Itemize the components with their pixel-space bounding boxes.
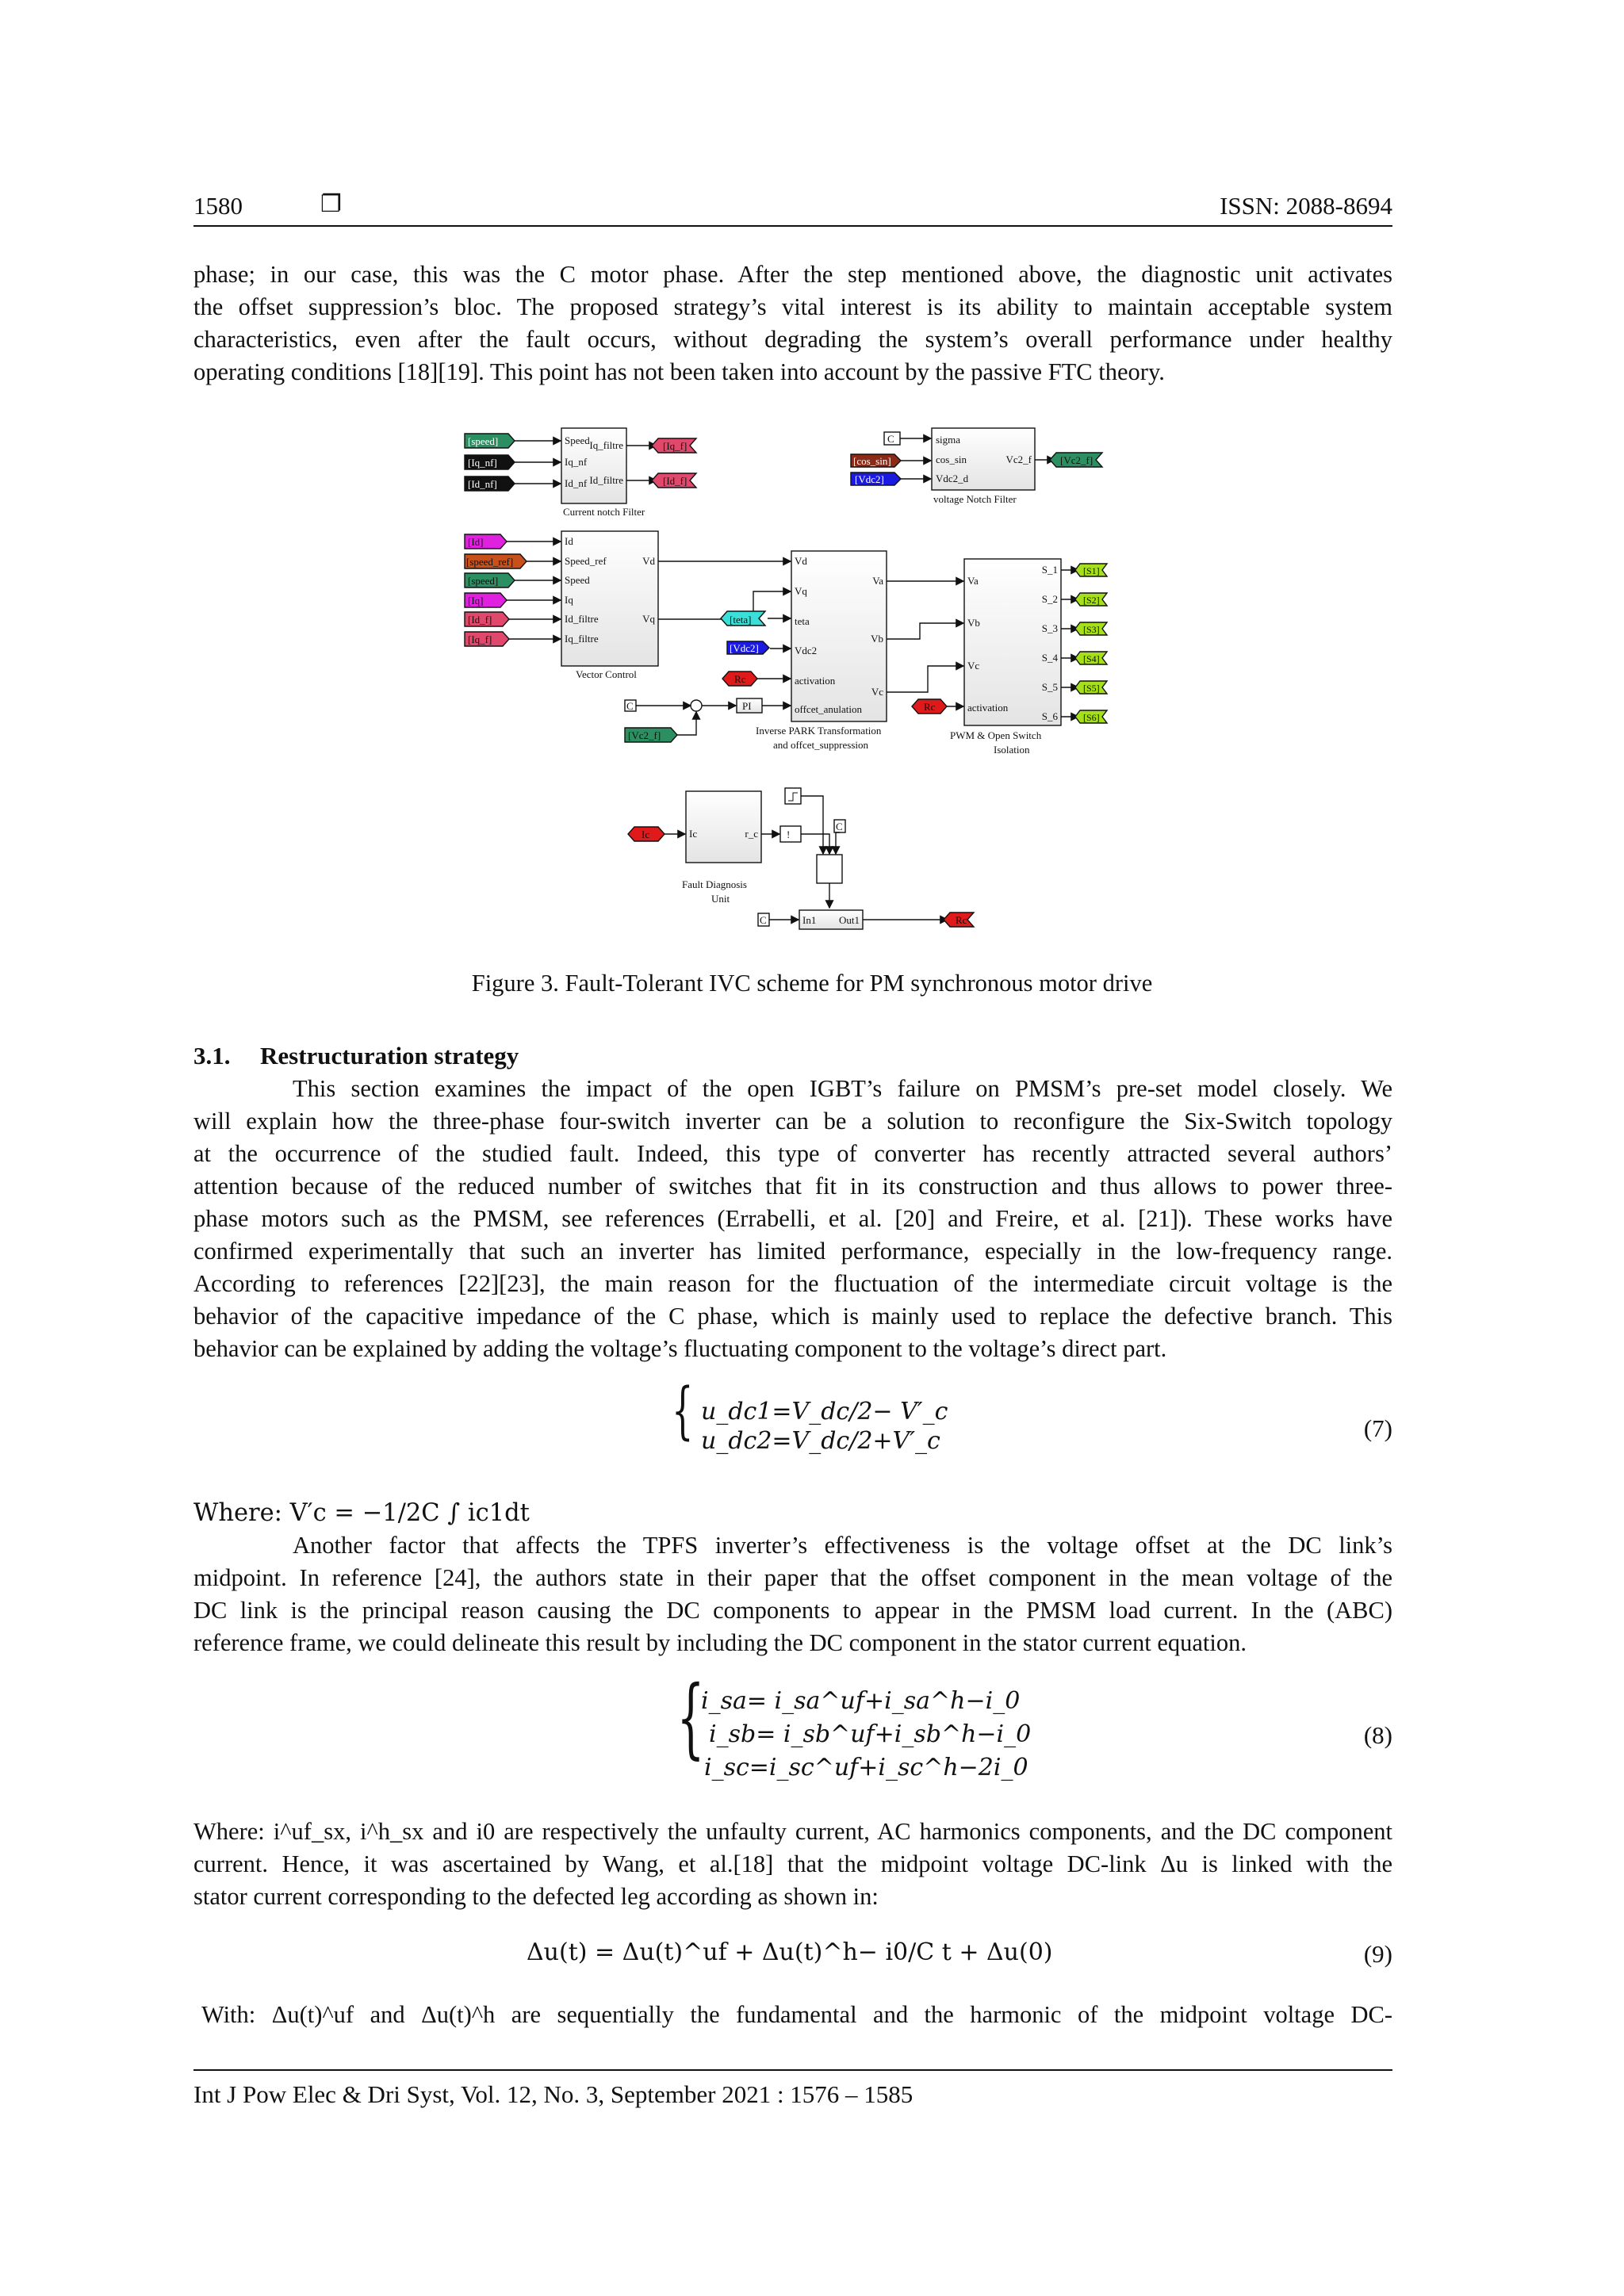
svg-text:Vdc2_d: Vdc2_d [936,473,969,484]
svg-text:[Id]: [Id] [468,536,484,548]
svg-text:Rc: Rc [956,914,967,926]
svg-text:Vq: Vq [795,585,807,597]
svg-text:Iq_filtre: Iq_filtre [565,633,599,645]
svg-text:C: C [760,914,767,926]
svg-text:[S3]: [S3] [1083,624,1100,635]
svg-text:Speed: Speed [565,574,590,586]
svg-text:[Iq]: [Iq] [468,595,484,607]
svg-text:[Id_nf]: [Id_nf] [468,478,497,490]
svg-text:Ic: Ic [689,828,698,840]
svg-text:[speed_ref]: [speed_ref] [466,556,514,568]
svg-text:S_5: S_5 [1041,681,1058,693]
svg-text:[Vc2_f]: [Vc2_f] [628,729,661,741]
section-heading [193,1042,519,1070]
svg-text:Vq: Vq [642,613,655,625]
text-line: midpoint. In reference [24], the authors state in their paper that the offset component in the mean voltage of the [193,1564,1392,1591]
svg-text:[speed]: [speed] [468,435,499,447]
svg-text:Ic: Ic [642,828,650,840]
svg-text:Va: Va [967,575,979,587]
equation-7-line-2: u_dc2=V_dc/2+V′_c [701,1427,940,1455]
equation-8-number: (8) [1363,1721,1392,1749]
svg-text:and offcet_suppression: and offcet_suppression [773,739,868,751]
paragraph-5 [201,1999,1392,2031]
svg-text:S_1: S_1 [1041,564,1058,576]
svg-text:Id_nf: Id_nf [565,477,588,489]
text-line: phase motors such as the PMSM, see references (Errabelli, et al. [20] and Freire, et al. [21]). These works have [193,1205,1392,1232]
svg-text:[Vc2_f]: [Vc2_f] [1060,454,1094,466]
text-line: operating conditions [18][19]. This point has not been taken into account by the passive FTC theory. [193,358,1165,385]
text-line: With: Δu(t)^uf and Δu(t)^h are sequentially the fundamental and the harmonic of the midpoint voltage DC- [201,2001,1392,2028]
svg-text:S_3: S_3 [1041,622,1058,634]
svg-text:C: C [887,433,894,445]
svg-text:Iq: Iq [565,594,573,606]
svg-text:[S4]: [S4] [1083,653,1100,664]
svg-text:S_6: S_6 [1041,710,1058,722]
svg-text:activation: activation [967,702,1009,714]
equation-7-brace: { [672,1376,694,1447]
footer-rule [193,2069,1392,2071]
svg-text:cos_sin: cos_sin [936,453,967,465]
svg-text:[Iq_nf]: [Iq_nf] [468,457,497,469]
footer-citation: Int J Pow Elec & Dri Syst, Vol. 12, No. 3, September 2021 : 1576 – 1585 [193,2080,914,2108]
svg-text:sigma: sigma [936,434,961,446]
where-line-1: Where: V′c = −1/2C ∫ ic1dt [193,1499,530,1527]
paragraph-1 [193,258,1392,388]
page-number: 1580 [193,192,243,220]
svg-text:PI: PI [742,700,752,712]
svg-text:Id: Id [565,535,573,547]
svg-text:Speed: Speed [565,434,590,446]
svg-text:Isolation: Isolation [994,744,1030,756]
svg-text:Vc: Vc [967,660,980,672]
text-line: at the occurrence of the studied fault. Indeed, this type of converter has recently attracted several authors’ [193,1140,1392,1167]
equation-9: Δu(t) = Δu(t)^uf + Δu(t)^h− i0/C t + Δu(0) [527,1938,1053,1966]
equation-8-line-1: i_sa= i_sa^uf+i_sa^h−i_0 [701,1687,1021,1715]
svg-text:Vd: Vd [795,555,807,567]
svg-text:[Id_f]: [Id_f] [468,614,492,626]
text-line: reference frame, we could delineate this result by including the DC component in the stator current equation. [193,1629,1247,1656]
svg-text:S_2: S_2 [1041,593,1058,605]
svg-text:[teta]: [teta] [730,614,752,626]
text-line: the offset suppression’s bloc. The proposed strategy’s vital interest is its ability to maintain acceptable system [193,293,1392,320]
figure-caption: Figure 3. Fault-Tolerant IVC scheme for PM synchronous motor drive [471,970,1153,997]
text-line: behavior can be explained by adding the voltage’s fluctuating component to the voltage’s direct part. [193,1335,1167,1362]
equation-7-number: (7) [1363,1414,1392,1442]
svg-text:[Vdc2]: [Vdc2] [855,473,884,485]
equation-8-line-2: i_sb= i_sb^uf+i_sb^h−i_0 [709,1720,1032,1748]
svg-text:[Iq_f]: [Iq_f] [663,440,688,452]
equation-8-line-3: i_sc=i_sc^uf+i_sc^h−2i_0 [704,1754,1028,1781]
voltage-notch-filter-title: voltage Notch Filter [933,493,1017,505]
svg-text:activation: activation [795,675,836,687]
svg-text:r_c: r_c [745,828,758,840]
svg-text:[cos_sin]: [cos_sin] [853,455,891,467]
fault-diagnosis-title: Fault Diagnosis [682,878,747,890]
text-line: Where: i^uf_sx, i^h_sx and i0 are respectively the unfaulty current, AC harmonics components, and the DC component [193,1818,1392,1845]
svg-text:Vdc2: Vdc2 [795,645,818,656]
equation-7-line-1: u_dc1=V_dc/2− V′_c [701,1398,948,1425]
paragraph-3 [193,1529,1392,1659]
svg-text:C: C [626,700,634,712]
svg-text:[S2]: [S2] [1083,595,1100,606]
section-title: Restructuration strategy [260,1042,519,1070]
vector-control-block [561,531,658,666]
fault-diagnosis-block [686,791,761,863]
svg-text:Iq_filtre: Iq_filtre [589,439,623,451]
box-icon: ❐ [320,190,342,218]
text-line: characteristics, even after the fault occurs, without degrading the system’s overall performance under healthy [193,326,1392,353]
equation-9-number: (9) [1363,1940,1392,1968]
svg-text:Vd: Vd [642,555,655,567]
svg-text:Vc: Vc [871,686,883,698]
svg-text:Speed_ref: Speed_ref [565,555,607,567]
simulink-diagram [444,420,1126,951]
header-rule [193,225,1392,227]
inverse-park-title: Inverse PARK Transformation [756,725,882,737]
svg-text:In1: In1 [802,914,817,926]
svg-text:Va: Va [872,575,883,587]
svg-text:teta: teta [795,615,810,627]
pwm-block [964,559,1061,725]
svg-text:Vb: Vb [967,617,980,629]
svg-text:Unit: Unit [711,893,730,905]
text-line: stator current corresponding to the defected leg according as shown in: [193,1883,879,1910]
svg-text:Id_filtre: Id_filtre [565,613,599,625]
section-number: 3.1. [193,1042,231,1070]
text-line: attention because of the reduced number of switches that fit in its construction and thus allows to power three- [193,1173,1392,1200]
svg-text:[speed]: [speed] [468,575,499,587]
equation-8-brace: { [676,1667,705,1768]
svg-text:[S6]: [S6] [1083,712,1100,723]
svg-text:Vb: Vb [871,633,883,645]
text-line: Another factor that affects the TPFS inverter’s effectiveness is the voltage offset at the DC link’s [293,1532,1392,1559]
svg-text:[Iq_f]: [Iq_f] [468,633,492,645]
text-line: This section examines the impact of the open IGBT’s failure on PMSM’s pre-set model closely. We [293,1075,1392,1102]
text-line: phase; in our case, this was the C motor phase. After the step mentioned above, the diagnostic unit activates [193,261,1392,288]
text-line: will explain how the three-phase four-switch inverter can be a solution to reconfigure the Six-Switch topology [193,1108,1392,1135]
svg-text:C: C [836,821,843,832]
svg-text:S_4: S_4 [1041,652,1058,664]
svg-text:!: ! [787,828,791,840]
pwm-title: PWM & Open Switch [950,729,1042,741]
text-line: current. Hence, it was ascertained by Wang, et al.[18] that the midpoint voltage DC-link Δu is linked with the [193,1850,1392,1877]
text-line: behavior of the capacitive impedance of the C phase, which is mainly used to replace the defective branch. This [193,1303,1392,1330]
svg-text:Id_filtre: Id_filtre [589,474,623,486]
paragraph-4 [193,1816,1392,1913]
paragraph-2 [193,1073,1392,1365]
svg-text:Iq_nf: Iq_nf [565,456,588,468]
svg-text:offcet_anulation: offcet_anulation [795,703,862,715]
vector-control-title: Vector Control [576,668,637,680]
svg-text:[S1]: [S1] [1083,565,1100,576]
current-notch-filter-title: Current notch Filter [563,506,645,518]
svg-text:[S5]: [S5] [1083,683,1100,694]
text-line: DC link is the principal reason causing the DC components to appear in the PMSM load current. In the (ABC) [193,1597,1392,1624]
svg-text:Rc: Rc [924,701,936,713]
text-line: According to references [22][23], the main reason for the fluctuation of the intermediate circuit voltage is the [193,1270,1392,1297]
svg-text:Rc: Rc [734,673,746,685]
issn: ISSN: 2088-8694 [1220,192,1392,220]
svg-text:[Vdc2]: [Vdc2] [730,642,759,654]
svg-text:[Id_f]: [Id_f] [663,475,688,487]
svg-text:Vc2_f: Vc2_f [1005,453,1032,465]
svg-text:Out1: Out1 [839,914,860,926]
text-line: confirmed experimentally that such an inverter has limited performance, especially in the low-frequency range. [193,1238,1392,1265]
